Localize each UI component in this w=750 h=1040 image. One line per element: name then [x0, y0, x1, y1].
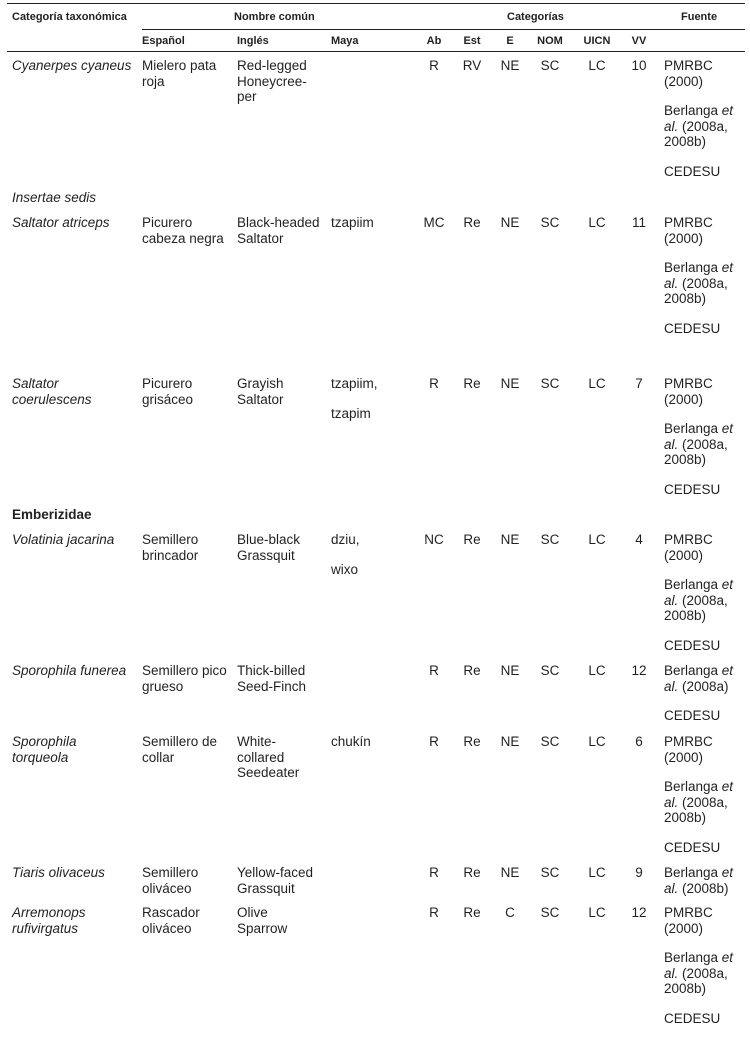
spanish-name-cell: Picurero cabeza negra [142, 215, 224, 246]
subheader-en: Inglés [237, 35, 269, 47]
spanish-name-cell: Rascador oliváceo [142, 905, 200, 936]
nom-cell: SC [540, 215, 560, 230]
source-pmrbc: PMRBC (2000) [664, 58, 713, 89]
source-cedesu: CEDESU [664, 637, 721, 653]
source-pmrbc: PMRBC (2000) [664, 532, 713, 563]
header-mid-rule [142, 29, 745, 30]
spanish-name-cell: Picurero grisáceo [142, 376, 194, 407]
header-common-name: Nombre común [234, 11, 315, 23]
uicn-cell: LC [588, 215, 606, 230]
source-berlanga: Berlanga et al. (2008a, 2008b) [664, 577, 734, 623]
vv-cell: 12 [631, 905, 647, 920]
top-rule [7, 3, 745, 4]
spanish-name-cell: Semillero brincador [142, 532, 199, 563]
est-cell: Re [463, 215, 481, 230]
source-cedesu: CEDESU [664, 163, 721, 179]
taxon-cell: Sporophila funerea [12, 663, 127, 678]
english-name-cell: Yellow-faced Grassquit [237, 865, 314, 896]
uicn-cell: LC [588, 905, 606, 920]
ab-cell: MC [423, 215, 445, 230]
family-label: Emberizidae [12, 507, 92, 522]
source-cell [664, 376, 740, 511]
english-name-cell: Grayish Saltator [237, 376, 284, 407]
source-cell [664, 663, 740, 738]
vv-cell: 12 [631, 663, 647, 678]
english-name-cell: Thick-billed Seed-Finch [237, 663, 307, 694]
uicn-cell: LC [588, 734, 606, 749]
header-taxon: Categoría taxonómica [12, 11, 127, 23]
maya-name-cell-2: wixo [331, 562, 359, 577]
maya-name-cell: tzapiim, [331, 376, 378, 391]
vv-cell: 6 [635, 734, 643, 749]
source-cedesu: CEDESU [664, 320, 721, 336]
uicn-cell: LC [588, 865, 606, 880]
source-cedesu: CEDESU [664, 481, 721, 497]
e-cell: NE [500, 734, 520, 749]
spanish-name-cell: Semillero pico grueso [142, 663, 227, 694]
uicn-cell: LC [588, 663, 606, 678]
english-name-cell: White-collared Seedeater [237, 734, 300, 780]
subheader-vv: VV [631, 35, 647, 47]
taxon-cell: Saltator coerulescens [12, 376, 92, 407]
source-cell [664, 532, 740, 667]
e-cell: NE [500, 532, 520, 547]
est-cell: Re [463, 663, 481, 678]
source-cell [664, 865, 740, 910]
source-berlanga: Berlanga et al. (2008a) [664, 663, 734, 694]
source-cedesu: CEDESU [664, 708, 721, 723]
est-cell: RV [462, 58, 482, 73]
english-name-cell: Red-legged Honeycree-per [237, 58, 307, 104]
nom-cell: SC [540, 865, 560, 880]
taxon-cell: Cyanerpes cyaneus [12, 58, 132, 73]
vv-cell: 11 [631, 215, 646, 230]
source-cell [664, 58, 740, 193]
uicn-cell: LC [588, 532, 606, 547]
uicn-cell: LC [588, 58, 606, 73]
source-cedesu: CEDESU [664, 1010, 721, 1026]
source-pmrbc: PMRBC (2000) [664, 376, 713, 407]
source-cedesu: CEDESU [664, 839, 721, 855]
nom-cell: SC [540, 905, 560, 920]
spanish-name-cell: Mielero pata roja [142, 58, 217, 89]
taxon-cell: Volatinia jacarina [12, 532, 115, 547]
source-cell [664, 734, 740, 869]
source-berlanga: Berlanga et al. (2008b) [664, 865, 734, 896]
maya-name-cell: tzapiim [331, 215, 374, 230]
taxon-cell: Sporophila torqueola [12, 734, 77, 765]
source-pmrbc: PMRBC (2000) [664, 905, 713, 936]
ab-cell: R [429, 865, 439, 880]
e-cell: C [505, 905, 515, 920]
english-name-cell: Olive Sparrow [237, 905, 288, 936]
vv-cell: 9 [635, 865, 643, 880]
english-name-cell: Black-headed Saltator [237, 215, 320, 246]
est-cell: Re [463, 865, 481, 880]
nom-cell: SC [540, 663, 560, 678]
ab-cell: R [429, 734, 439, 749]
source-berlanga: Berlanga et al. (2008a, 2008b) [664, 779, 734, 825]
source-berlanga: Berlanga et al. (2008a, 2008b) [664, 103, 734, 149]
nom-cell: SC [540, 58, 560, 73]
maya-name-cell: dziu, [331, 532, 360, 547]
ab-cell: R [429, 58, 439, 73]
vv-cell: 4 [635, 532, 643, 547]
spanish-name-cell: Semillero de collar [142, 734, 218, 765]
e-cell: NE [500, 58, 520, 73]
e-cell: NE [500, 663, 520, 678]
uicn-cell: LC [588, 376, 606, 391]
source-berlanga: Berlanga et al. (2008a, 2008b) [664, 950, 734, 996]
source-berlanga: Berlanga et al. (2008a, 2008b) [664, 421, 734, 467]
maya-name-cell-2: tzapim [331, 406, 371, 421]
nom-cell: SC [540, 734, 560, 749]
subheader-uicn: UICN [583, 35, 611, 47]
nom-cell: SC [540, 532, 560, 547]
taxon-cell: Saltator atriceps [12, 215, 110, 230]
subheader-ab: Ab [426, 35, 442, 47]
header-categories: Categorías [507, 11, 564, 23]
est-cell: Re [463, 905, 481, 920]
ab-cell: R [429, 663, 439, 678]
subheader-est: Est [463, 35, 481, 47]
taxon-cell: Arremonops rufivirgatus [12, 905, 86, 936]
ab-cell: NC [424, 532, 444, 547]
header-bottom-rule [7, 51, 745, 52]
spanish-name-cell: Semillero oliváceo [142, 865, 199, 896]
e-cell: NE [500, 865, 520, 880]
subheader-nom: NOM [537, 35, 563, 47]
ab-cell: R [429, 905, 439, 920]
group-label: Insertae sedis [12, 190, 97, 205]
source-pmrbc: PMRBC (2000) [664, 215, 713, 246]
est-cell: Re [463, 532, 481, 547]
est-cell: Re [463, 734, 481, 749]
subheader-e: E [506, 35, 514, 47]
est-cell: Re [463, 376, 481, 391]
vv-cell: 7 [635, 376, 643, 391]
subheader-maya: Maya [331, 35, 359, 47]
subheader-es: Español [142, 35, 185, 47]
source-cell [664, 215, 740, 350]
e-cell: NE [500, 376, 520, 391]
source-pmrbc: PMRBC (2000) [664, 734, 713, 765]
e-cell: NE [500, 215, 520, 230]
vv-cell: 10 [631, 58, 647, 73]
ab-cell: R [429, 376, 439, 391]
source-cell [664, 905, 740, 1040]
header-source: Fuente [681, 11, 718, 23]
maya-name-cell: chukín [331, 734, 371, 749]
nom-cell: SC [540, 376, 560, 391]
taxon-cell: Tiaris olivaceus [12, 865, 105, 880]
english-name-cell: Blue-black Grassquit [237, 532, 301, 563]
source-berlanga: Berlanga et al. (2008a, 2008b) [664, 260, 734, 306]
